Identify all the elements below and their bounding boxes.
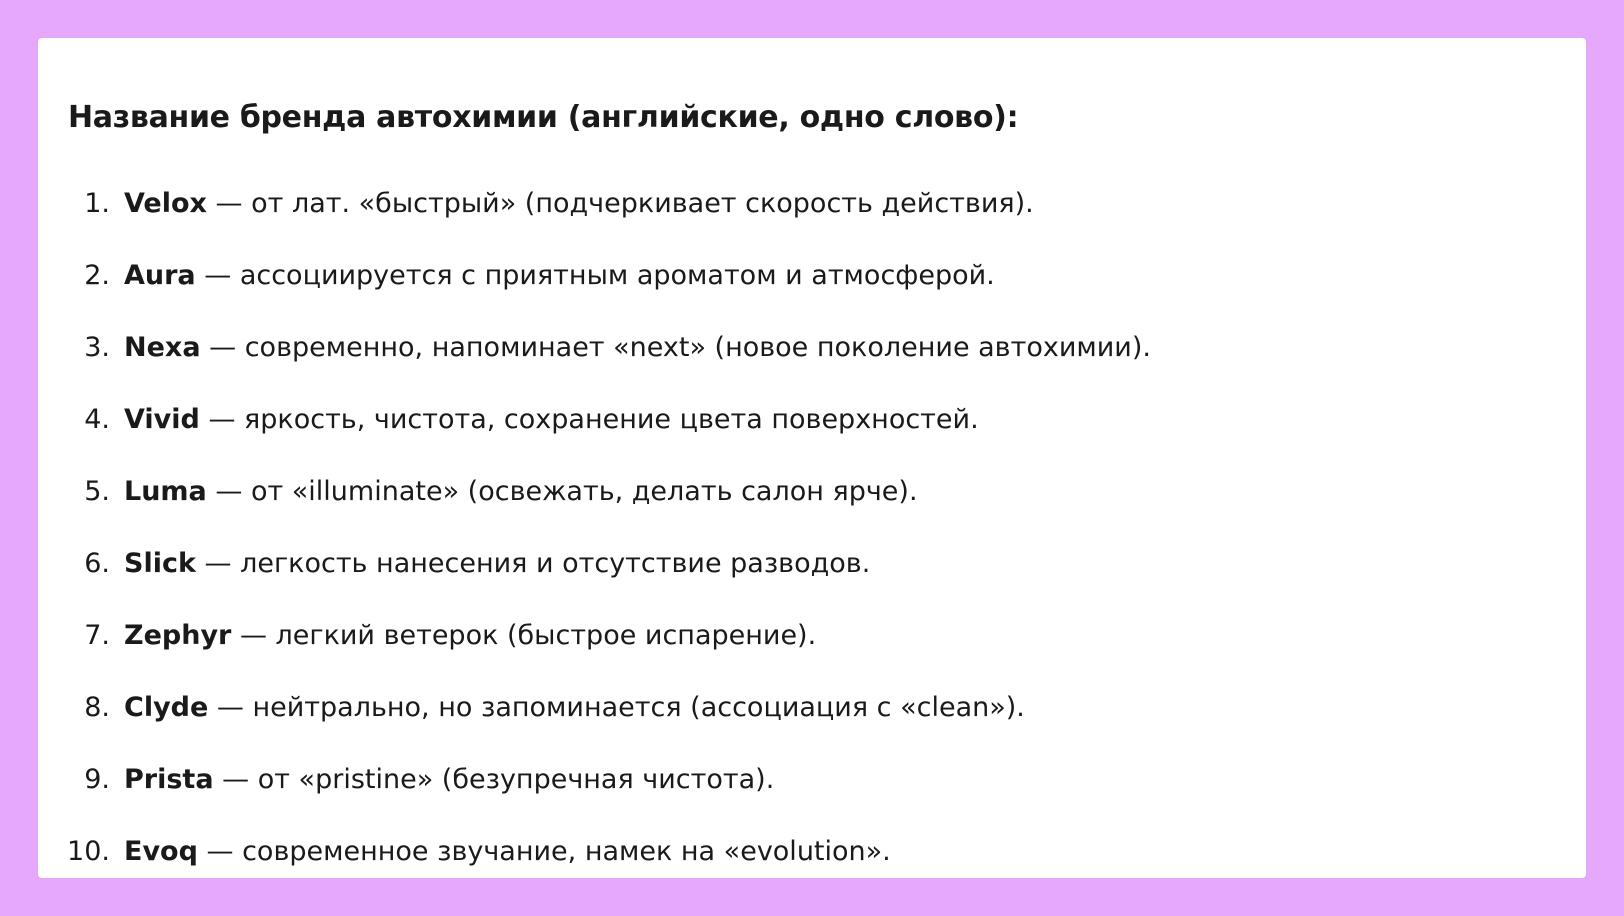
brand-name: Zephyr <box>124 620 232 651</box>
brand-description: — легкость нанесения и отсутствие разводов. <box>195 548 871 579</box>
brand-name: Slick <box>124 548 196 579</box>
list-item-text <box>124 618 816 654</box>
brand-name: Velox <box>124 188 207 219</box>
brand-name: Evoq <box>124 836 198 867</box>
brand-description: — от лат. «быстрый» (подчеркивает скорость действия). <box>206 188 1034 219</box>
brand-name: Luma <box>124 476 207 507</box>
content-card <box>38 38 1586 878</box>
list-item-number: 2. <box>84 260 110 291</box>
list-item-number: 3. <box>84 332 110 363</box>
brand-name: Vivid <box>124 404 200 435</box>
page-title: Название бренда автохимии (английские, одно слово): <box>68 100 1019 135</box>
brand-description: — нейтрально, но запоминается (ассоциация с «clean»). <box>208 692 1025 723</box>
list-item-text <box>124 762 774 798</box>
list-item-number: 9. <box>84 764 110 795</box>
brand-description: — ассоциируется с приятным ароматом и атмосферой. <box>195 260 995 291</box>
brand-description: — яркость, чистота, сохранение цвета поверхностей. <box>199 404 979 435</box>
brand-description: — современное звучание, намек на «evolution». <box>197 836 891 867</box>
list-item-text <box>124 690 1025 726</box>
list-item-text <box>124 186 1034 222</box>
list-item-number: 6. <box>84 548 110 579</box>
brand-description: — от «pristine» (безупречная чистота). <box>213 764 775 795</box>
list-item-number: 5. <box>84 476 110 507</box>
list-item-number: 4. <box>84 404 110 435</box>
brand-name: Aura <box>124 260 196 291</box>
brand-description: — легкий ветерок (быстрое испарение). <box>231 620 817 651</box>
list-item-text <box>124 474 918 510</box>
list-item-text <box>124 834 891 870</box>
list-item-number: 10. <box>67 836 110 867</box>
brand-name: Nexa <box>124 332 201 363</box>
brand-name: Clyde <box>124 692 209 723</box>
brand-description: — от «illuminate» (освежать, делать салон ярче). <box>206 476 918 507</box>
list-item-text <box>124 402 979 438</box>
brand-description: — современно, напоминает «next» (новое поколение автохимии). <box>200 332 1151 363</box>
list-item-number: 7. <box>84 620 110 651</box>
list-item-number: 1. <box>84 188 110 219</box>
list-item-text <box>124 546 870 582</box>
list-item-text <box>124 330 1151 366</box>
brand-name: Prista <box>124 764 214 795</box>
list-item-text <box>124 258 995 294</box>
list-item-number: 8. <box>84 692 110 723</box>
